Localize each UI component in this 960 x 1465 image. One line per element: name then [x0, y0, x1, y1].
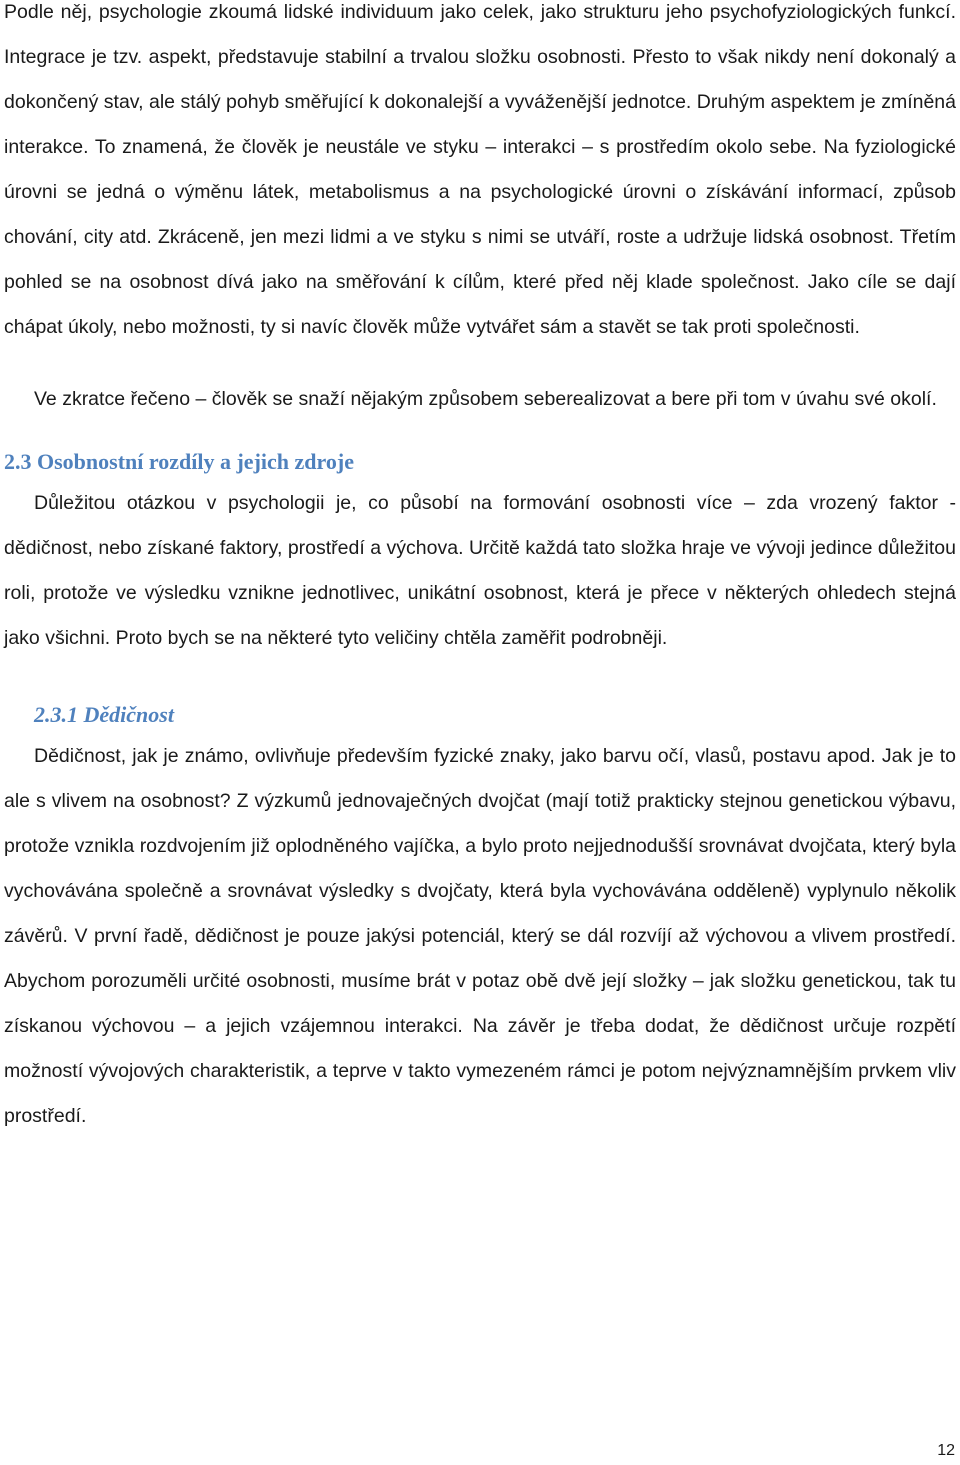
page-number: 12: [937, 1442, 955, 1459]
paragraph-summary: Ve zkratce řečeno – člověk se snaží nějakým způsobem seberealizovat a bere při tom v úvahu své okolí.: [34, 388, 937, 410]
section-heading-2-3-1: 2.3.1 Dědičnost: [34, 702, 174, 727]
paragraph-personality-differences: Důležitou otázkou v psychologii je, co působí na formování osobnosti více – zda vrozený faktor - dědičnost, nebo získané faktory, prostředí a výchova. Určitě každá tato složka hraje ve vývoji jedince důležitou roli, protože ve výsledku vznikne jednotlivec, unikátní osobnost, která je přece v některých ohledech stejná jako všichni. Proto bych se na některé tyto veličiny chtěla zaměřit podrobněji.: [4, 492, 956, 649]
section-heading-2-3: 2.3 Osobnostní rozdíly a jejich zdroje: [4, 449, 354, 474]
paragraph-heredity: Dědičnost, jak je známo, ovlivňuje především fyzické znaky, jako barvu očí, vlasů, postavu apod. Jak je to ale s vlivem na osobnost? Z výzkumů jednovaječných dvojčat (mají totiž prakticky stejnou genetickou výbavu, protože vznikla rozdvojením již oplodněného vajíčka, a bylo proto nejjednodušší srovnávat dvojčata, který byla vychovávána společně a srovnávat výsledky s dvojčaty, která byla vychovávána odděleně) vyplynulo několik závěrů. V první řadě, dědičnost je pouze jakýsi potenciál, který se dál rozvíjí až výchovou a vlivem prostředí. Abychom porozuměli určité osobnosti, musíme brát v potaz obě dvě její složky – jak složku genetickou, tak tu získanou výchovou – a jejich vzájemnou interakci. Na závěr je třeba dodat, že dědičnost určuje rozpětí možností vývojových charakteristik, a teprve v takto vymezeném rámci je potom nejvýznamnějším prvkem vliv prostředí.: [4, 745, 956, 1127]
paragraph-personality-aspects: Podle něj, psychologie zkoumá lidské individuum jako celek, jako strukturu jeho psychofyziologických funkcí. Integrace je tzv. aspekt, představuje stabilní a trvalou složku osobnosti. Přesto to však nikdy není dokonalý a dokončený stav, ale stálý pohyb směřující k dokonalejší a vyváženější jednotce. Druhým aspektem je zmíněná interakce. To znamená, že člověk je neustále ve styku – interakci – s prostředím okolo sebe. Na fyziologické úrovni se jedná o výměnu látek, metabolismus a na psychologické úrovni o získávání informací, způsob chování, city atd. Zkráceně, jen mezi lidmi a ve styku s nimi se utváří, roste a udržuje lidská osobnost. Třetím pohled se na osobnost dívá jako na směřování k cílům, které před něj klade společnost. Jako cíle se dají chápat úkoly, nebo možnosti, ty si navíc člověk může vytvářet sám a stavět se tak proti společnosti.: [4, 1, 956, 338]
document-page: [4, 0, 956, 1139]
